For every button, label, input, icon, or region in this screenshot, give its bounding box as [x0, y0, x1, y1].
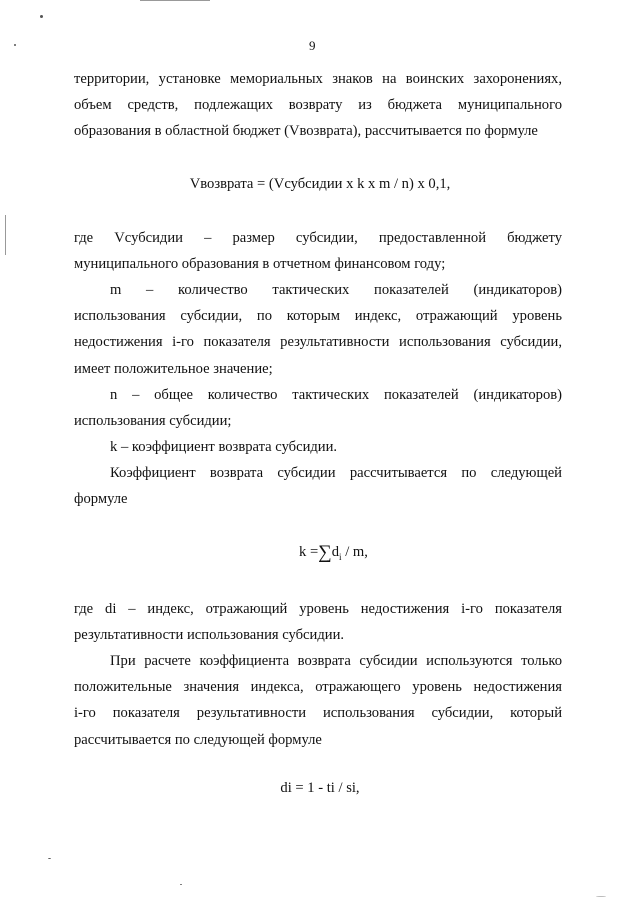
definition-n: [74, 382, 562, 434]
definition-k: [74, 434, 562, 460]
text-line: n – общее количество тактических показателей (индикаторов): [110, 387, 562, 403]
paragraph-coefficient: [74, 460, 562, 512]
text-line: использования субсидии, по которым индекс, отражающий уровень: [74, 308, 562, 325]
formula-part: k =: [299, 544, 319, 560]
text-line: положительные значения индекса, отражающего уровень недостижения: [74, 679, 562, 696]
text-line: m – количество тактических показателей (индикаторов): [110, 282, 562, 298]
scan-edge-line: [140, 0, 210, 1]
text-line: объем средств, подлежащих возврату из бюджета муниципального: [74, 97, 562, 114]
scan-speck: [596, 896, 606, 897]
sum-symbol: ∑: [318, 542, 332, 563]
paragraph-calculation: [74, 648, 562, 753]
text-line: результативности использования субсидии.: [74, 627, 345, 644]
text-line: муниципального образования в отчетном финансовом году;: [74, 256, 446, 273]
text-line: формуле: [74, 491, 128, 508]
scan-edge-line: [5, 215, 6, 255]
formula-part: d: [331, 544, 340, 560]
formula-part: / m,: [341, 544, 368, 560]
scan-speck: [180, 884, 182, 885]
scan-speck: [14, 44, 16, 46]
scan-speck: [48, 858, 51, 859]
text-line: где di – индекс, отражающий уровень недостижения i-го показателя: [74, 601, 562, 617]
paragraph-continuation: [74, 66, 562, 145]
definition-di: [74, 596, 562, 648]
text-line: k – коэффициент возврата субсидии.: [110, 439, 338, 455]
text-line: При расчете коэффициента возврата субсидии используются только: [110, 653, 562, 669]
formula-subscript: i: [339, 551, 342, 562]
formula-coefficient: [299, 540, 368, 562]
text-line: где Vсубсидии – размер субсидии, предоставленной бюджету: [74, 230, 562, 246]
text-line: образования в областной бюджет (Vвозврата), рассчитывается по формуле: [74, 123, 538, 140]
formula-return-volume: Vвозврата = (Vсубсидии x k x m / n) x 0,1,: [189, 176, 451, 192]
text-line: Коэффициент возврата субсидии рассчитывается по следующей: [110, 465, 562, 481]
text-line: i-го показателя результативности использования субсидии, который: [74, 705, 562, 722]
definition-vsubsidy: [74, 225, 562, 277]
text-line: использования субсидии;: [74, 413, 232, 430]
scan-speck: [40, 15, 43, 18]
text-line: рассчитывается по следующей формуле: [74, 731, 322, 748]
text-line: имеет положительное значение;: [74, 360, 273, 377]
page-number: 9: [309, 38, 316, 53]
formula-index: di = 1 - ti / si,: [280, 780, 360, 796]
text-line: территории, установке мемориальных знаков на воинских захоронениях,: [74, 71, 562, 87]
definition-m: [74, 277, 562, 382]
text-line: недостижения i-го показателя результативности использования субсидии,: [74, 334, 562, 351]
